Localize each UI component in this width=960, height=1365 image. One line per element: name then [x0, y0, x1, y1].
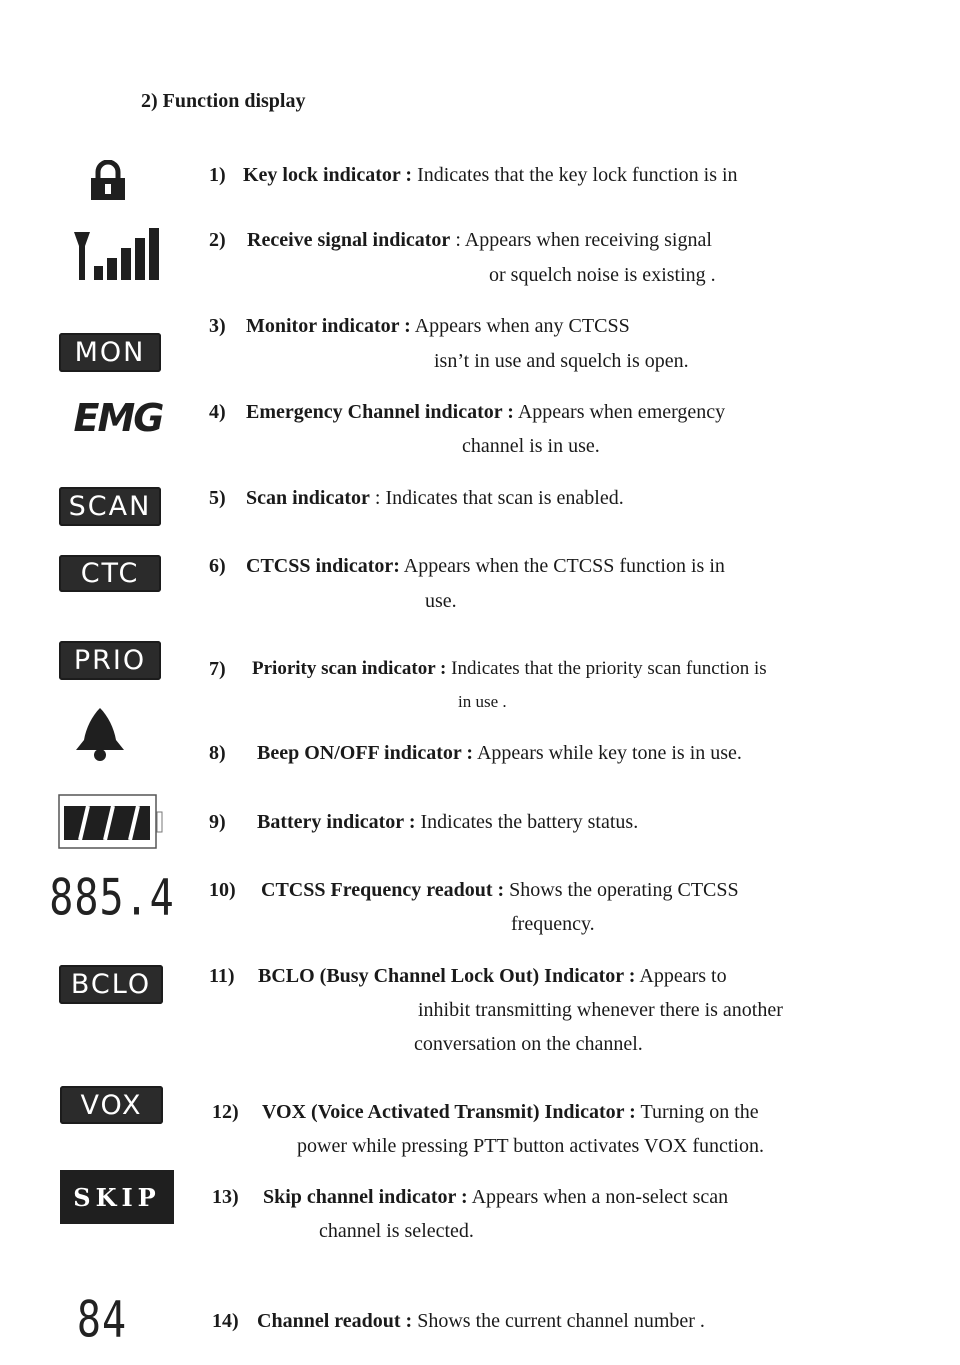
item-text-line2: channel is selected. [319, 1220, 474, 1242]
ctcss-frequency-readout-icon [49, 868, 175, 928]
icon-text: SCAN [68, 491, 152, 522]
item-text: Indicates that the key lock function is in [412, 164, 738, 186]
item-label: Emergency Channel indicator : [246, 401, 514, 423]
item-text: Appears when emergency [513, 401, 726, 423]
item-number: 8) [209, 742, 226, 764]
channel-readout-icon [72, 1290, 132, 1350]
bell-icon [72, 706, 128, 762]
scan-indicator-icon [59, 487, 161, 526]
item-description [246, 315, 630, 338]
item-description [263, 1186, 728, 1209]
item-text: Shows the current channel number . [412, 1310, 705, 1332]
item-number: 11) [209, 965, 235, 987]
item-number: 14) [212, 1310, 239, 1332]
item-label: Key lock indicator : [243, 164, 413, 186]
item-description [246, 401, 725, 424]
item-description [247, 229, 712, 252]
item-text-line2: frequency. [511, 913, 595, 935]
item-label: Channel readout : [257, 1310, 413, 1332]
item-text: Appears when any CTCSS [410, 315, 630, 337]
item-text: Turning on the [635, 1101, 759, 1123]
emg-indicator-icon [68, 396, 168, 440]
skip-indicator-icon [60, 1170, 174, 1224]
item-description [258, 965, 727, 988]
bclo-indicator-icon [59, 965, 163, 1004]
item-description [246, 487, 624, 510]
item-number: 5) [209, 487, 226, 509]
item-description [257, 1310, 705, 1333]
item-text-line2: inhibit transmitting whenever there is another [418, 999, 783, 1021]
item-text-line2: use. [425, 590, 457, 612]
item-description [262, 1101, 759, 1124]
item-text: Appears to [635, 965, 727, 987]
item-number: 3) [209, 315, 226, 337]
item-text-line2: or squelch noise is existing . [489, 264, 716, 286]
icon-text: CTC [80, 558, 140, 589]
item-number: 9) [209, 811, 226, 833]
item-label: Monitor indicator : [246, 315, 411, 337]
prio-indicator-icon [59, 641, 161, 680]
item-number: 10) [209, 879, 236, 901]
item-text: : Appears when receiving signal [450, 229, 712, 251]
icon-text: PRIO [73, 645, 147, 676]
item-number: 6) [209, 555, 226, 577]
item-number: 13) [212, 1186, 239, 1208]
item-description [257, 811, 638, 834]
item-number: 1) [209, 164, 226, 186]
item-label: Priority scan indicator : [252, 658, 447, 679]
item-text: Appears when the CTCSS function is in [399, 555, 725, 577]
ctc-indicator-icon [59, 555, 161, 592]
item-label: Beep ON/OFF indicator : [257, 742, 474, 764]
item-label: CTCSS indicator: [246, 555, 400, 577]
item-text: Indicates the battery status. [415, 811, 639, 833]
item-text: Indicates that the priority scan function is [446, 658, 767, 679]
lock-icon [88, 160, 128, 202]
item-description [243, 164, 738, 187]
item-text-line2: in use . [458, 692, 507, 711]
item-description [261, 879, 739, 902]
item-text-line2: power while pressing PTT button activates VOX function. [297, 1135, 764, 1157]
item-description [252, 658, 767, 680]
item-number: 2) [209, 229, 226, 251]
item-number: 4) [209, 401, 226, 423]
item-label: Battery indicator : [257, 811, 416, 833]
item-number: 12) [212, 1101, 239, 1123]
section-title: 2) Function display [141, 90, 306, 112]
battery-icon [58, 794, 164, 850]
item-text: Appears while key tone is in use. [473, 742, 742, 764]
item-text: Shows the operating CTCSS [504, 879, 739, 901]
icon-text: VOX [80, 1089, 143, 1121]
item-label: Skip channel indicator : [263, 1186, 468, 1208]
icon-text: MON [74, 337, 146, 368]
icon-text: BCLO [70, 969, 152, 1000]
item-label: CTCSS Frequency readout : [261, 879, 505, 901]
item-text-line2: channel is in use. [462, 435, 600, 457]
item-label: VOX (Voice Activated Transmit) Indicator : [262, 1101, 636, 1123]
icon-text: 84 [76, 1291, 128, 1349]
item-label: Scan indicator [246, 487, 370, 509]
item-number: 7) [209, 658, 226, 680]
item-label: BCLO (Busy Channel Lock Out) Indicator : [258, 965, 636, 987]
icon-text: EMG [73, 396, 163, 440]
item-description [246, 555, 725, 578]
signal-strength-icon [72, 226, 162, 282]
mon-indicator-icon [59, 333, 161, 372]
icon-text: 885.4 [49, 869, 175, 927]
item-text: : Indicates that scan is enabled. [369, 487, 624, 509]
icon-text: SKIP [73, 1182, 161, 1212]
item-text-line3: conversation on the channel. [414, 1033, 643, 1055]
item-text: Appears when a non-select scan [467, 1186, 729, 1208]
vox-indicator-icon [60, 1086, 163, 1124]
item-text-line2: isn’t in use and squelch is open. [434, 350, 689, 372]
item-description [257, 742, 742, 765]
item-label: Receive signal indicator [247, 229, 451, 251]
